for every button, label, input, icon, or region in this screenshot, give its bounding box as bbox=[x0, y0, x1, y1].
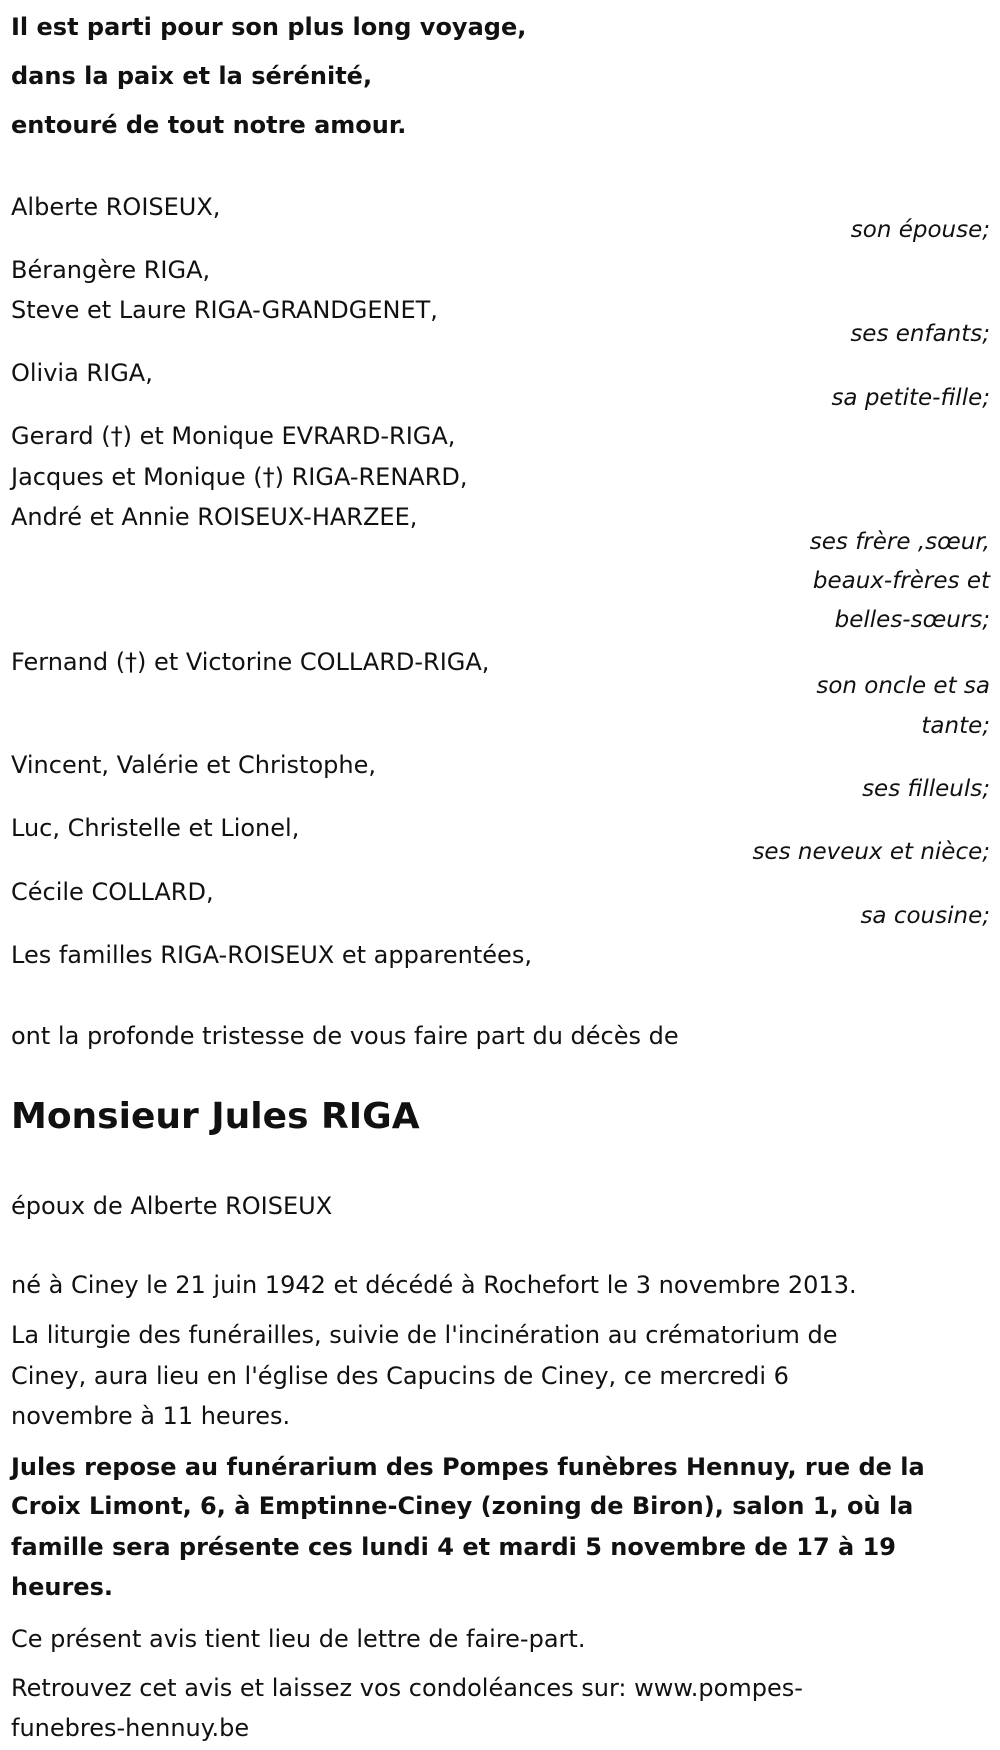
online-line: Retrouvez cet avis et laissez vos condoléances sur: www.pompes- bbox=[11, 1674, 803, 1702]
intro-line: entouré de tout notre amour. bbox=[11, 111, 407, 139]
family-name: Jacques et Monique (†) RIGA-RENARD, bbox=[11, 463, 468, 491]
family-name: Luc, Christelle et Lionel, bbox=[11, 814, 300, 842]
deceased-name: Monsieur Jules RIGA bbox=[11, 1096, 420, 1137]
family-name: Cécile COLLARD, bbox=[11, 878, 214, 906]
relation-label: ses neveux et nièce; bbox=[752, 839, 990, 865]
visitation-line: Croix Limont, 6, à Emptinne-Ciney (zoning de Biron), salon 1, où la bbox=[11, 1492, 914, 1520]
visitation-line: Jules repose au funérarium des Pompes funèbres Hennuy, rue de la bbox=[11, 1453, 925, 1481]
relation-label: ses frère ,sœur, bbox=[809, 529, 990, 555]
relation-label: ses enfants; bbox=[850, 321, 990, 347]
intro-line: dans la paix et la sérénité, bbox=[11, 62, 373, 90]
online-link[interactable]: funebres-hennuy.be bbox=[11, 1714, 250, 1742]
relation-label: ses filleuls; bbox=[862, 776, 990, 802]
birth-death-line: né à Ciney le 21 juin 1942 et décédé à Rochefort le 3 novembre 2013. bbox=[11, 1271, 857, 1299]
intro-line: Il est parti pour son plus long voyage, bbox=[11, 13, 527, 41]
family-name: Vincent, Valérie et Christophe, bbox=[11, 751, 376, 779]
visitation-line: famille sera présente ces lundi 4 et mardi 5 novembre de 17 à 19 bbox=[11, 1533, 896, 1561]
relation-label: beaux-frères et bbox=[812, 568, 990, 594]
relation-label: sa cousine; bbox=[860, 903, 990, 929]
spouse-line: époux de Alberte ROISEUX bbox=[11, 1192, 333, 1220]
family-name: Fernand (†) et Victorine COLLARD-RIGA, bbox=[11, 648, 490, 676]
liturgy-line: La liturgie des funérailles, suivie de l'incinération au crématorium de bbox=[11, 1321, 838, 1349]
relation-label: son oncle et sa bbox=[816, 673, 990, 699]
family-name: Les familles RIGA-ROISEUX et apparentées, bbox=[11, 941, 532, 969]
family-name: Steve et Laure RIGA-GRANDGENET, bbox=[11, 296, 438, 324]
relation-label: belles-sœurs; bbox=[834, 607, 990, 633]
family-name: Gerard (†) et Monique EVRARD-RIGA, bbox=[11, 422, 456, 450]
notice-line: Ce présent avis tient lieu de lettre de faire-part. bbox=[11, 1625, 586, 1653]
visitation-line: heures. bbox=[11, 1573, 113, 1601]
announcement-text: ont la profonde tristesse de vous faire part du décès de bbox=[11, 1022, 679, 1050]
relation-label: sa petite-fille; bbox=[831, 385, 990, 411]
relation-label: son épouse; bbox=[850, 217, 990, 243]
family-name: Olivia RIGA, bbox=[11, 359, 153, 387]
family-name: Alberte ROISEUX, bbox=[11, 193, 221, 221]
liturgy-line: novembre à 11 heures. bbox=[11, 1402, 291, 1430]
family-name: Bérangère RIGA, bbox=[11, 256, 211, 284]
liturgy-line: Ciney, aura lieu en l'église des Capucins de Ciney, ce mercredi 6 bbox=[11, 1362, 789, 1390]
relation-label: tante; bbox=[921, 713, 990, 739]
family-name: André et Annie ROISEUX-HARZEE, bbox=[11, 503, 418, 531]
